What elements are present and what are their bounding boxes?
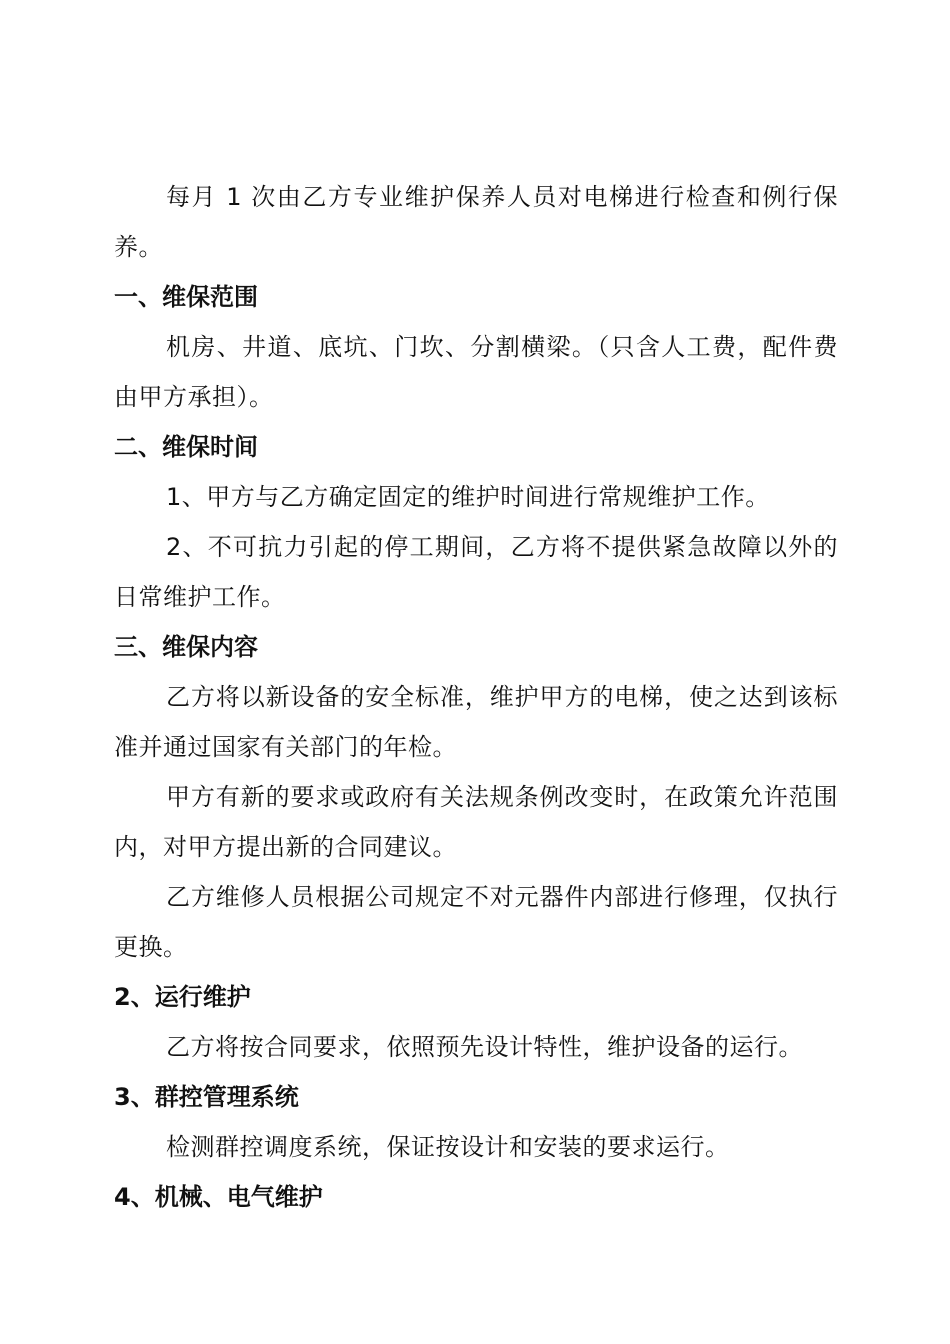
- paragraph-scope-detail: 机房、井道、底坑、门坎、分割横梁。（只含人工费，配件费由甲方承担）。: [114, 333, 838, 411]
- heading-maintenance-scope: 一、维保范围: [114, 283, 258, 311]
- paragraph-operation-detail: 乙方将按合同要求，依照预先设计特性，维护设备的运行。: [166, 1033, 803, 1061]
- paragraph-time-item-1: 1、甲方与乙方确定固定的维护时间进行常规维护工作。: [166, 483, 770, 511]
- heading-group-control-system: 3、群控管理系统: [114, 1083, 299, 1111]
- paragraph-time-item-2: 2、不可抗力引起的停工期间，乙方将不提供紧急故障以外的日常维护工作。: [114, 533, 838, 611]
- heading-maintenance-time: 二、维保时间: [114, 433, 258, 461]
- document-body: [114, 172, 838, 1222]
- heading-operation-maintenance: 2、运行维护: [114, 983, 251, 1011]
- paragraph-component-replacement: 乙方维修人员根据公司规定不对元器件内部进行修理，仅执行更换。: [114, 883, 838, 961]
- paragraph-group-control-detail: 检测群控调度系统，保证按设计和安装的要求运行。: [166, 1133, 730, 1161]
- paragraph-new-requirements: 甲方有新的要求或政府有关法规条例改变时，在政策允许范围内，对甲方提出新的合同建议。: [114, 783, 838, 861]
- heading-maintenance-content: 三、维保内容: [114, 633, 258, 661]
- paragraph-safety-standard: 乙方将以新设备的安全标准，维护甲方的电梯，使之达到该标准并通过国家有关部门的年检。: [114, 683, 838, 761]
- paragraph-monthly-maintenance: 每月 1 次由乙方专业维护保养人员对电梯进行检查和例行保养。: [114, 183, 838, 261]
- heading-mechanical-electrical: 4、机械、电气维护: [114, 1183, 323, 1211]
